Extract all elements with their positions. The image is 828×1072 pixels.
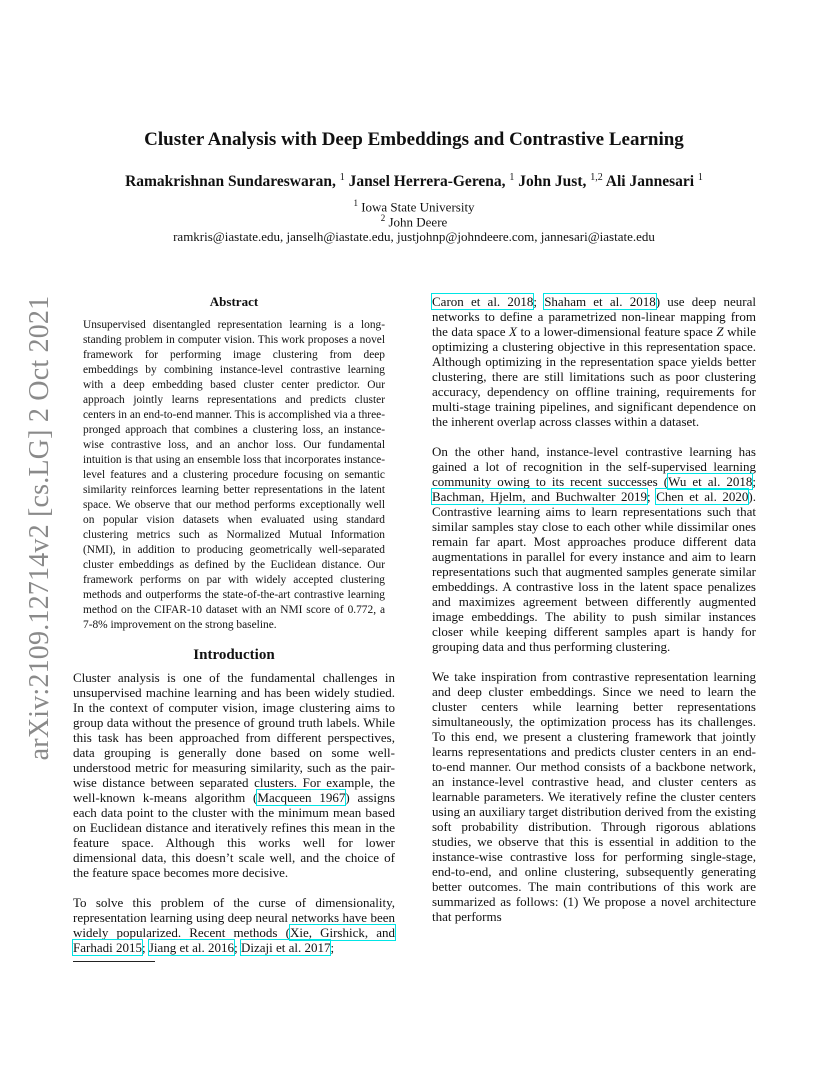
intro-paragraph-2 [73,895,395,955]
author-emails: ramkris@iastate.edu, janselh@iastate.edu, justjohnp@johndeere.com, jannesari@iastate.edu [173,229,655,244]
author-affil-mark: 1 [339,172,345,183]
text-run: On the other hand, instance-level contrastive learning has gained a lot of recognition in the self-supervised learning community owing to its recent successes ( [432,444,756,489]
affiliation-mark: 1 [353,198,358,208]
left-column [73,294,395,962]
citation-link[interactable]: Wu et al. 2018 [668,474,753,489]
author-name: Ramakrishnan Sundareswaran, [125,173,336,191]
affiliation-2 [0,213,828,230]
citation-separator: ; [647,489,657,504]
citation-link[interactable]: Shaham et al. 2018 [544,294,656,309]
affiliation-mark: 2 [380,213,386,223]
text-run: ) assigns each data point to the cluster with the minimum mean based on Euclidean distance and iteratively refines this mean in the feature space. Although this works well for lower dimensional data, this doesn’t scale well, and the choice of the feature space becomes more decisive. [73,790,396,880]
text-run: while optimizing a clustering objective in this representation space. Although optimizing in the representation space yields better clustering, there are still limitations such as poor clustering accuracy, dependency on offline training, requirements for multi-stage training pipelines, and significant dependence on the inherent overlap across classes within a dataset. [432,324,756,429]
citation-separator: ; [533,294,545,309]
citation-link[interactable]: Xie, Girshick, and Farhadi 2015 [73,925,395,955]
citation-link[interactable]: Dizaji et al. 2017 [240,940,331,955]
right-paragraph-2 [432,444,756,654]
arxiv-id: arXiv:2109.12714v2 [cs.LG] 2 Oct 2021 [24,295,55,761]
author-affil-mark: 1 [697,172,703,183]
author-name: Jansel Herrera-Gerena, [348,173,506,191]
right-column [432,294,756,924]
affiliation-name: John Deere [388,214,448,230]
text-run: To solve this problem of the curse of dimensionality, representation learning using deep neural networks have been widely popularized. Recent methods ( [73,895,395,940]
citation-link[interactable]: Chen et al. 2020 [656,489,749,504]
author-list [0,172,828,191]
citation-separator: ; [141,940,149,955]
footnote-rule [73,961,155,962]
text-run: to a lower-dimensional feature space [517,324,717,339]
text-run: Cluster analysis is one of the fundamental challenges in unsupervised machine learning and has been widely studied. In the context of computer vision, image clustering aims to group data without the presence of ground truth labels. While this task has been approached from different perspectives, data grouping is generally done based on some well-understood metric for measuring similarity, such as the pair-wise distance between separated clusters. For example, the well-known k-means algorithm ( [73,670,395,805]
math-variable-x: X [509,324,517,339]
author-name: Ali Jannesari [605,173,695,191]
citation-separator: ; [330,940,335,955]
abstract-heading: Abstract [209,294,259,309]
author-affil-mark: 1 [509,172,515,183]
introduction-heading: Introduction [193,647,275,663]
arxiv-sidebar-stamp [20,295,60,761]
author-affil-mark: 1,2 [590,172,603,183]
text-run: ) use deep neural networks to define a parametrized non-linear mapping from the data space [432,294,756,339]
right-paragraph-1 [432,294,756,429]
intro-paragraph-1 [73,670,395,880]
abstract-text: Unsupervised disentangled representation learning is a long-standing problem in computer vision. This work proposes a novel framework for performing image clustering from deep embeddings by combining instance-level contrastive learning with a deep embedding based cluster center predictor. Our approach jointly learns representations and predicts cluster centers in an end-to-end manner. This is accomplished via a three-pronged approach that combines a clustering loss, an instance-wise contrastive loss, and an anchor loss. Our fundamental intuition is that using an ensemble loss that incorporates instance-level features and a clustering procedure focusing on semantic similarity reinforces learning better representations in the latent space. We observe that our method performs exceptionally well on popular vision datasets when evaluated using standard clustering metrics such as Normalized Mutual Information (NMI), in addition to producing geometrically well-separated cluster embeddings as defined by the Euclidean distance. Our framework performs on par with widely accepted clustering methods and outperforms the state-of-the-art contrastive learning method on the CIFAR-10 dataset with an NMI score of 0.772, a 7-8% improvement on the strong baseline. [83,319,385,631]
citation-link[interactable]: Jiang et al. 2016 [148,940,235,955]
author-name: John Just, [518,173,587,191]
text-run: ). Contrastive learning aims to learn representations such that similar samples stay close to each other while dissimilar ones remain far apart. Most approaches produce different data augmentations in parallel for every instance and aim to learn representations such that augmented samples generate similar embeddings. A contrastive loss in the latent space penalizes and maximizes agreement between differently augmented image embeddings. The ability to push similar instances closer while keeping different samples apart is handy for grouping data and thus performing clustering. [432,489,756,654]
math-variable-z: Z [716,324,724,339]
citation-separator: ; [752,474,756,489]
paper-title: Cluster Analysis with Deep Embeddings and Contrastive Learning [144,129,684,150]
citation-link[interactable]: Caron et al. 2018 [432,294,534,309]
citation-link[interactable]: Bachman, Hjelm, and Buchwalter 2019 [432,489,648,504]
citation-link[interactable]: Macqueen 1967 [257,790,346,805]
citation-separator: ; [234,940,241,955]
affiliation-name: Iowa State University [361,199,475,215]
right-paragraph-3: We take inspiration from contrastive representation learning and deep cluster embeddings. Since we need to learn the cluster centers while learning better representations simultaneously, the optimization process has its challenges. To this end, we present a clustering framework that jointly learns representations and predicts cluster centers in an end-to-end manner. Our method consists of a backbone network, an instance-level contrastive head, and cluster centers as learnable parameters. We iteratively refine the cluster centers using an auxiliary target distribution derived from the existing soft probability distribution. Through rigorous ablations studies, we observe that this is essential in addition to the instance-wise contrastive loss for performing single-stage, end-to-end, and online clustering, subsequently generating better outcomes. The main contributions of this work are summarized as follows: (1) We propose a novel architecture that performs [432,669,756,924]
